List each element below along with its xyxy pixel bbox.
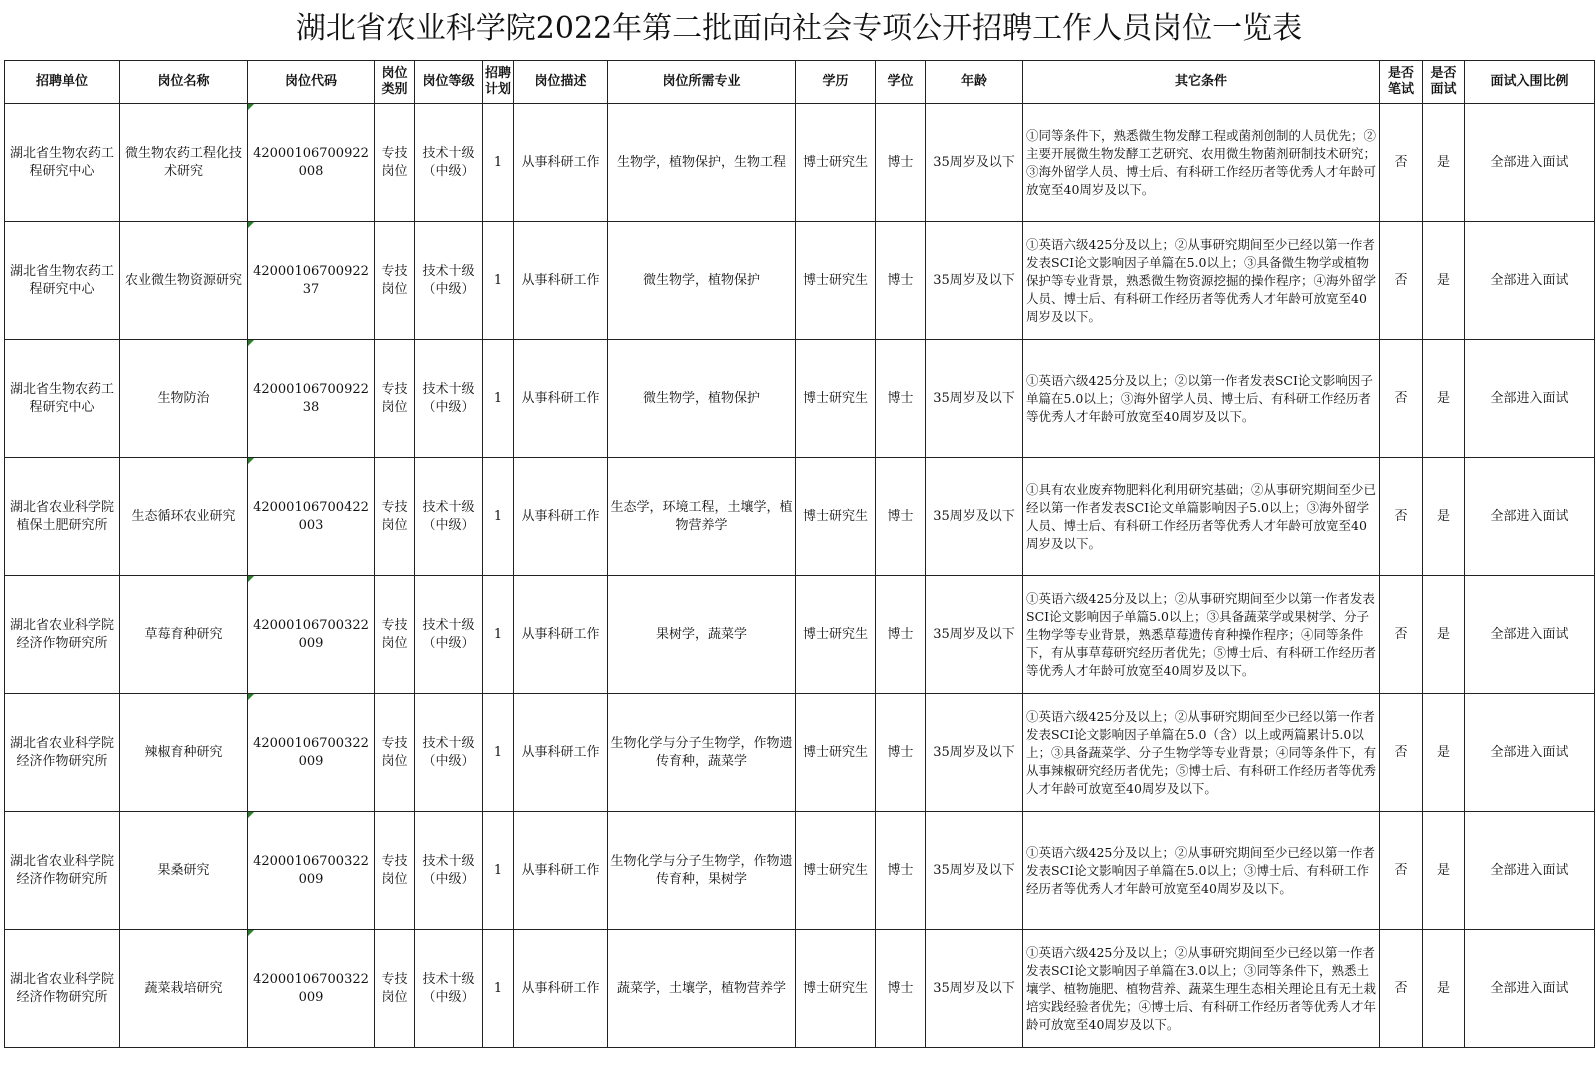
cell-category[interactable]: 专技岗位 <box>375 812 415 930</box>
cell-plan[interactable]: 1 <box>483 458 514 576</box>
cell-grade[interactable]: 技术十级（中级） <box>415 340 483 458</box>
cell-cond[interactable]: ①英语六级425分及以上；②从事研究期间至少以第一作者发表SCI论文影响因子单篇5.0以上；③具备蔬菜学或果树学、分子生物学等专业背景，熟悉草莓遗传育种操作程序；④同等条件下，有从事草莓研究经历者优先；⑤博士后、有科研工作经历者等优秀人才年龄可放宽至40周岁及以下。 <box>1023 576 1380 694</box>
table-row <box>5 104 1595 222</box>
code-value: 42000106700422003 <box>253 499 369 533</box>
cell-major[interactable]: 果树学，蔬菜学 <box>608 576 796 694</box>
cell-plan[interactable]: 1 <box>483 812 514 930</box>
code-value: 4200010670092237 <box>253 263 369 297</box>
header-category: 岗位类别 <box>375 61 415 104</box>
cell-category[interactable]: 专技岗位 <box>375 104 415 222</box>
cell-edu[interactable]: 博士研究生 <box>796 576 876 694</box>
cell-category[interactable]: 专技岗位 <box>375 458 415 576</box>
cell-desc[interactable]: 从事科研工作 <box>514 104 608 222</box>
cell-age[interactable]: 35周岁及以下 <box>926 812 1023 930</box>
cell-code[interactable] <box>248 104 375 222</box>
cell-interview[interactable]: 是 <box>1423 576 1465 694</box>
cell-ratio[interactable]: 全部进入面试 <box>1465 458 1595 576</box>
cell-interview[interactable]: 是 <box>1423 222 1465 340</box>
cell-category[interactable]: 专技岗位 <box>375 576 415 694</box>
cell-cond[interactable]: ①英语六级425分及以上；②从事研究期间至少已经以第一作者发表SCI论文影响因子单篇在5.0以上；③博士后、有科研工作经历者等优秀人才年龄可放宽至40周岁及以下。 <box>1023 812 1380 930</box>
cell-plan[interactable]: 1 <box>483 104 514 222</box>
cell-desc[interactable]: 从事科研工作 <box>514 340 608 458</box>
cell-major[interactable]: 生物学，植物保护，生物工程 <box>608 104 796 222</box>
cell-degree[interactable]: 博士 <box>876 694 926 812</box>
cell-grade[interactable]: 技术十级（中级） <box>415 930 483 1048</box>
header-ratio: 面试入围比例 <box>1465 61 1595 104</box>
cell-name[interactable]: 农业微生物资源研究 <box>120 222 248 340</box>
table-row <box>5 222 1595 340</box>
cell-degree[interactable]: 博士 <box>876 222 926 340</box>
cell-unit[interactable]: 湖北省农业科学院经济作物研究所 <box>5 694 120 812</box>
cell-grade[interactable]: 技术十级（中级） <box>415 812 483 930</box>
cell-ratio[interactable]: 全部进入面试 <box>1465 694 1595 812</box>
cell-written[interactable]: 否 <box>1380 812 1423 930</box>
cell-age[interactable]: 35周岁及以下 <box>926 576 1023 694</box>
cell-age[interactable]: 35周岁及以下 <box>926 694 1023 812</box>
cell-interview[interactable]: 是 <box>1423 694 1465 812</box>
header-desc: 岗位描述 <box>514 61 608 104</box>
cell-degree[interactable]: 博士 <box>876 458 926 576</box>
cell-edu[interactable]: 博士研究生 <box>796 340 876 458</box>
cell-interview[interactable]: 是 <box>1423 930 1465 1048</box>
cell-written[interactable]: 否 <box>1380 104 1423 222</box>
cell-age[interactable]: 35周岁及以下 <box>926 458 1023 576</box>
cell-name[interactable]: 生物防治 <box>120 340 248 458</box>
cell-code[interactable] <box>248 930 375 1048</box>
cell-age[interactable]: 35周岁及以下 <box>926 222 1023 340</box>
cell-ratio[interactable]: 全部进入面试 <box>1465 930 1595 1048</box>
cell-desc[interactable]: 从事科研工作 <box>514 576 608 694</box>
cell-edu[interactable]: 博士研究生 <box>796 222 876 340</box>
cell-edu[interactable]: 博士研究生 <box>796 694 876 812</box>
cell-unit[interactable]: 湖北省生物农药工程研究中心 <box>5 340 120 458</box>
code-value: 4200010670092238 <box>253 381 369 415</box>
cell-unit[interactable]: 湖北省农业科学院经济作物研究所 <box>5 576 120 694</box>
cell-written[interactable]: 否 <box>1380 930 1423 1048</box>
cell-category[interactable]: 专技岗位 <box>375 930 415 1048</box>
code-value: 42000106700322009 <box>253 735 369 769</box>
cell-grade[interactable]: 技术十级（中级） <box>415 222 483 340</box>
cell-code[interactable] <box>248 458 375 576</box>
cell-age[interactable]: 35周岁及以下 <box>926 930 1023 1048</box>
cell-code[interactable] <box>248 222 375 340</box>
cell-cond[interactable]: ①英语六级425分及以上；②从事研究期间至少已经以第一作者发表SCI论文影响因子单篇在5.0以上；③具备微生物学或植物保护等专业背景，熟悉微生物资源挖掘的操作程序；④海外留学人员、博士后、有科研工作经历者等优秀人才年龄可放宽至40周岁及以下。 <box>1023 222 1380 340</box>
cell-unit[interactable]: 湖北省农业科学院植保土肥研究所 <box>5 458 120 576</box>
cell-plan[interactable]: 1 <box>483 222 514 340</box>
cell-name[interactable]: 生态循环农业研究 <box>120 458 248 576</box>
cell-edu[interactable]: 博士研究生 <box>796 812 876 930</box>
cell-category[interactable]: 专技岗位 <box>375 222 415 340</box>
cell-edu[interactable]: 博士研究生 <box>796 930 876 1048</box>
cell-interview[interactable]: 是 <box>1423 458 1465 576</box>
table-row <box>5 576 1595 694</box>
cell-category[interactable]: 专技岗位 <box>375 694 415 812</box>
cell-edu[interactable]: 博士研究生 <box>796 458 876 576</box>
code-value: 42000106700322009 <box>253 853 369 887</box>
cell-cond[interactable]: ①英语六级425分及以上；②以第一作者发表SCI论文影响因子单篇在5.0以上；③海外留学人员、博士后、有科研工作经历者等优秀人才年龄可放宽至40周岁及以下。 <box>1023 340 1380 458</box>
cell-plan[interactable]: 1 <box>483 930 514 1048</box>
header-edu: 学历 <box>796 61 876 104</box>
cell-age[interactable]: 35周岁及以下 <box>926 104 1023 222</box>
cell-cond[interactable]: ①具有农业废弃物肥料化利用研究基础；②从事研究期间至少已经以第一作者发表SCI论文单篇影响因子5.0以上；③海外留学人员、博士后、有科研工作经历者等优秀人才年龄可放宽至40周岁及以下。 <box>1023 458 1380 576</box>
header-code: 岗位代码 <box>248 61 375 104</box>
cell-unit[interactable]: 湖北省农业科学院经济作物研究所 <box>5 930 120 1048</box>
cell-unit[interactable]: 湖北省生物农药工程研究中心 <box>5 222 120 340</box>
header-age: 年龄 <box>926 61 1023 104</box>
cell-degree[interactable]: 博士 <box>876 104 926 222</box>
cell-interview[interactable]: 是 <box>1423 104 1465 222</box>
cell-plan[interactable]: 1 <box>483 576 514 694</box>
table-row <box>5 340 1595 458</box>
cell-major[interactable]: 生态学，环境工程，土壤学，植物营养学 <box>608 458 796 576</box>
cell-written[interactable]: 否 <box>1380 340 1423 458</box>
cell-category[interactable]: 专技岗位 <box>375 340 415 458</box>
spreadsheet <box>4 0 1594 1048</box>
cell-degree[interactable]: 博士 <box>876 576 926 694</box>
header-cond: 其它条件 <box>1023 61 1380 104</box>
header-plan: 招聘计划 <box>483 61 514 104</box>
positions-table <box>4 60 1595 1048</box>
header-major: 岗位所需专业 <box>608 61 796 104</box>
cell-grade[interactable]: 技术十级（中级） <box>415 576 483 694</box>
cell-degree[interactable]: 博士 <box>876 812 926 930</box>
cell-desc[interactable]: 从事科研工作 <box>514 694 608 812</box>
cell-code[interactable] <box>248 694 375 812</box>
cell-cond[interactable]: ①英语六级425分及以上；②从事研究期间至少已经以第一作者发表SCI论文影响因子单篇在5.0（含）以上或两篇累计5.0以上；③具备蔬菜学、分子生物学等专业背景；④同等条件下，有从事辣椒研究经历者优先；⑤博士后、有科研工作经历者等优秀人才年龄可放宽至40周岁及以下。 <box>1023 694 1380 812</box>
cell-cond[interactable]: ①同等条件下，熟悉微生物发酵工程或菌剂创制的人员优先；②主要开展微生物发酵工艺研究、农用微生物菌剂研制技术研究；③海外留学人员、博士后、有科研工作经历者等优秀人才年龄可放宽至40周岁及以下。 <box>1023 104 1380 222</box>
cell-plan[interactable]: 1 <box>483 694 514 812</box>
cell-desc[interactable]: 从事科研工作 <box>514 930 608 1048</box>
header-row <box>5 61 1595 104</box>
cell-degree[interactable]: 博士 <box>876 930 926 1048</box>
cell-plan[interactable]: 1 <box>483 340 514 458</box>
header-grade: 岗位等级 <box>415 61 483 104</box>
cell-name[interactable]: 草莓育种研究 <box>120 576 248 694</box>
page-title: 湖北省农业科学院2022年第二批面向社会专项公开招聘工作人员岗位一览表 <box>295 11 1303 46</box>
cell-desc[interactable]: 从事科研工作 <box>514 812 608 930</box>
table-row <box>5 930 1595 1048</box>
cell-grade[interactable]: 技术十级（中级） <box>415 694 483 812</box>
cell-code[interactable] <box>248 340 375 458</box>
cell-unit[interactable]: 湖北省生物农药工程研究中心 <box>5 104 120 222</box>
cell-age[interactable]: 35周岁及以下 <box>926 340 1023 458</box>
cell-code[interactable] <box>248 812 375 930</box>
cell-name[interactable]: 果桑研究 <box>120 812 248 930</box>
table-row <box>5 694 1595 812</box>
header-degree: 学位 <box>876 61 926 104</box>
cell-written[interactable]: 否 <box>1380 694 1423 812</box>
cell-degree[interactable]: 博士 <box>876 340 926 458</box>
code-value: 42000106700322009 <box>253 971 369 1005</box>
table-row <box>5 812 1595 930</box>
cell-written[interactable]: 否 <box>1380 458 1423 576</box>
cell-ratio[interactable]: 全部进入面试 <box>1465 340 1595 458</box>
cell-major[interactable]: 生物化学与分子生物学，作物遗传育种，蔬菜学 <box>608 694 796 812</box>
cell-major[interactable]: 生物化学与分子生物学，作物遗传育种，果树学 <box>608 812 796 930</box>
cell-name[interactable]: 蔬菜栽培研究 <box>120 930 248 1048</box>
cell-interview[interactable]: 是 <box>1423 340 1465 458</box>
cell-written[interactable]: 否 <box>1380 222 1423 340</box>
cell-desc[interactable]: 从事科研工作 <box>514 222 608 340</box>
cell-major[interactable]: 蔬菜学，土壤学，植物营养学 <box>608 930 796 1048</box>
cell-code[interactable] <box>248 576 375 694</box>
cell-unit[interactable]: 湖北省农业科学院经济作物研究所 <box>5 812 120 930</box>
header-interview: 是否面试 <box>1423 61 1465 104</box>
cell-ratio[interactable]: 全部进入面试 <box>1465 812 1595 930</box>
table-row <box>5 458 1595 576</box>
header-unit: 招聘单位 <box>5 61 120 104</box>
code-value: 42000106700322009 <box>253 617 369 651</box>
cell-name[interactable]: 微生物农药工程化技术研究 <box>120 104 248 222</box>
cell-desc[interactable]: 从事科研工作 <box>514 458 608 576</box>
cell-major[interactable]: 微生物学，植物保护 <box>608 222 796 340</box>
cell-grade[interactable]: 技术十级（中级） <box>415 104 483 222</box>
cell-interview[interactable]: 是 <box>1423 812 1465 930</box>
cell-grade[interactable]: 技术十级（中级） <box>415 458 483 576</box>
cell-name[interactable]: 辣椒育种研究 <box>120 694 248 812</box>
cell-written[interactable]: 否 <box>1380 576 1423 694</box>
cell-major[interactable]: 微生物学，植物保护 <box>608 340 796 458</box>
cell-ratio[interactable]: 全部进入面试 <box>1465 104 1595 222</box>
cell-cond[interactable]: ①英语六级425分及以上；②从事研究期间至少已经以第一作者发表SCI论文影响因子单篇在3.0以上；③同等条件下，熟悉土壤学、植物施肥、植物营养、蔬菜生理生态相关理论且有无土栽培实践经验者优先；④博士后、有科研工作经历者等优秀人才年龄可放宽至40周岁及以下。 <box>1023 930 1380 1048</box>
header-name: 岗位名称 <box>120 61 248 104</box>
code-value: 42000106700922008 <box>253 145 369 179</box>
cell-ratio[interactable]: 全部进入面试 <box>1465 576 1595 694</box>
header-written: 是否笔试 <box>1380 61 1423 104</box>
cell-ratio[interactable]: 全部进入面试 <box>1465 222 1595 340</box>
cell-edu[interactable]: 博士研究生 <box>796 104 876 222</box>
